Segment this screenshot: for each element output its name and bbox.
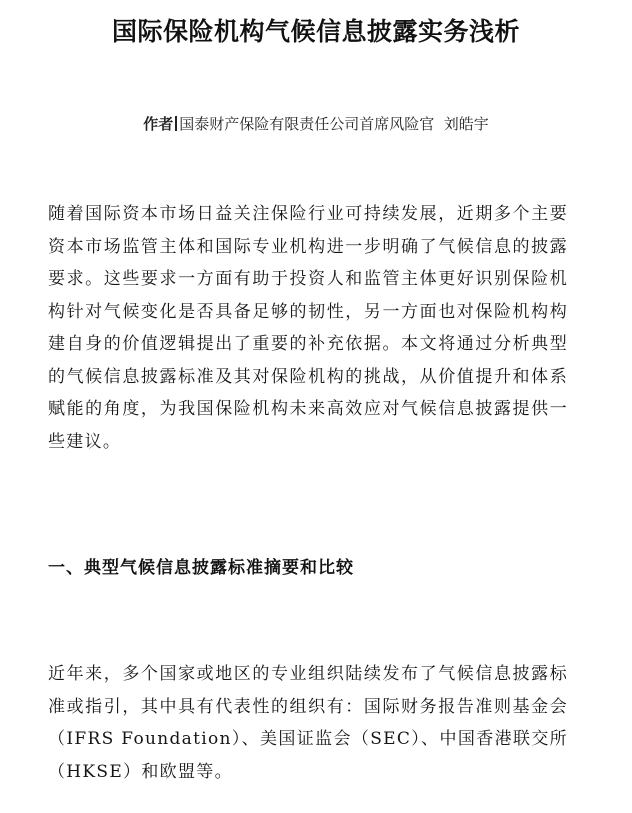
author-text: 国泰财产保险有限责任公司首席风险官 刘皓宇 bbox=[179, 115, 489, 133]
section-heading: 一、典型气候信息披露标准摘要和比较 bbox=[48, 558, 354, 578]
article-title: 国际保险机构气候信息披露实务浅析 bbox=[111, 17, 520, 46]
author-line bbox=[0, 112, 632, 136]
section-paragraph: 近年来，多个国家或地区的专业组织陆续发布了气候信息披露标准或指引，其中具有代表性的组织有：国际财务报告准则基金会（IFRS Foundation）、美国证监会（SEC）、中国香港联交所（HKSE）和欧盟等。 bbox=[48, 664, 568, 782]
author-label: 作者 bbox=[143, 115, 174, 133]
intro-paragraph: 随着国际资本市场日益关注保险行业可持续发展，近期多个主要资本市场监管主体和国际专业机构进一步明确了气候信息的披露要求。这些要求一方面有助于投资人和监管主体更好识别保险机构针对气候变化是否具备足够的韧性，另一方面也对保险机构构建自身的价值逻辑提出了重要的补充依据。本文将通过分析典型的气候信息披露标准及其对保险机构的挑战，从价值提升和体系赋能的角度，为我国保险机构未来高效应对气候信息披露提供一些建议。 bbox=[48, 204, 568, 452]
author-separator bbox=[175, 116, 177, 131]
